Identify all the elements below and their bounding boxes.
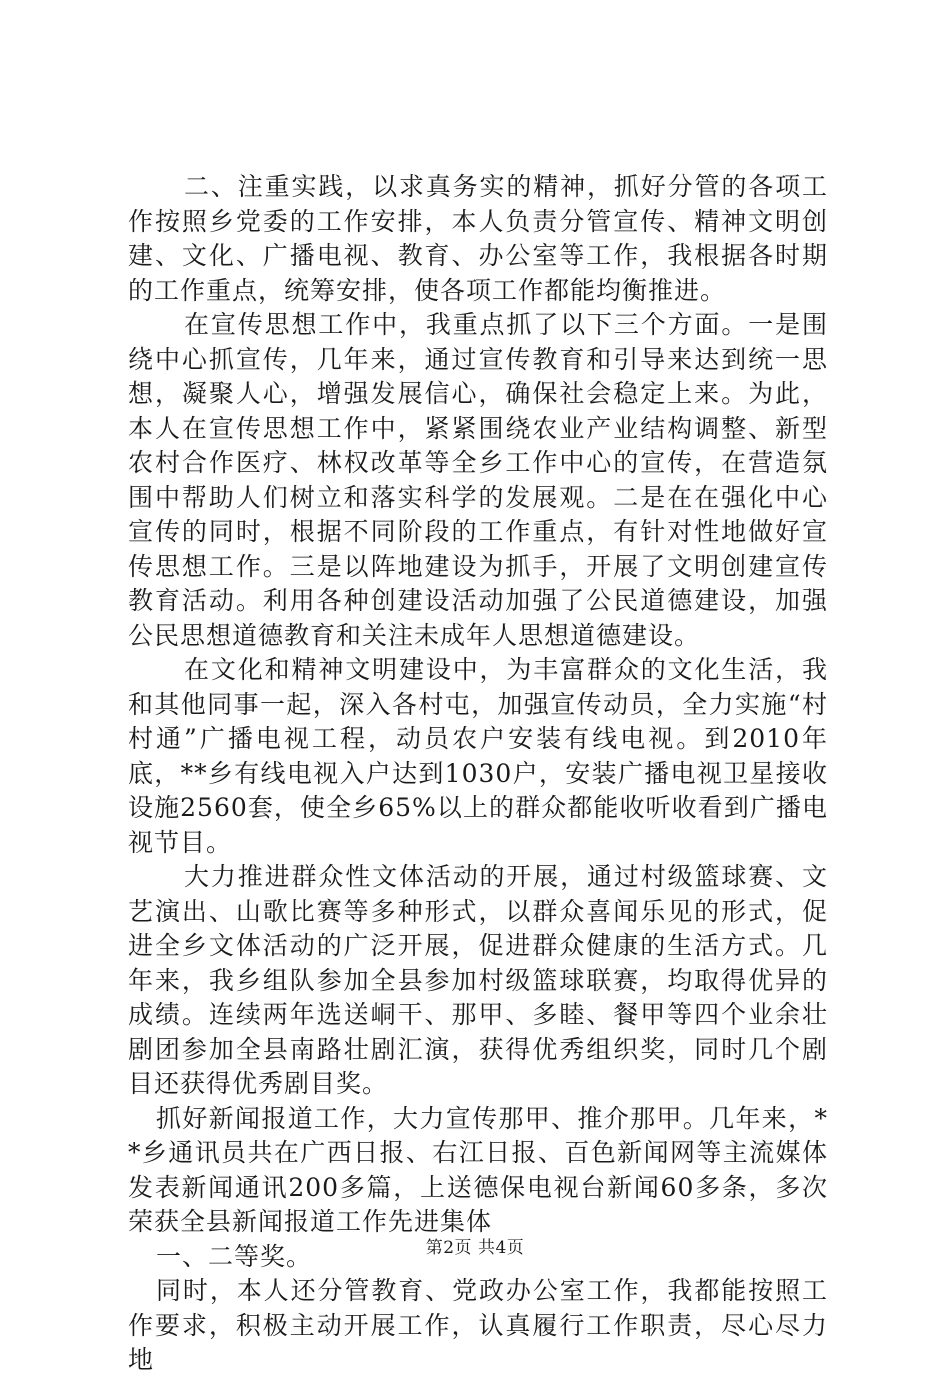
document-body	[128, 170, 828, 1378]
paragraph-award: 一、二等奖。	[156, 1241, 313, 1271]
paragraph-propaganda: 在宣传思想工作中，我重点抓了以下三个方面。一是围绕中心抓宣传，几年来，通过宣传教育和引导来达到统一思想，凝聚人心，增强发展信心，确保社会稳定上来。为此，本人在宣传思想工作中，紧紧围绕农业产业结构调整、新型农村合作医疗、林权改革等全乡工作中心的宣传，在营造氛围中帮助人们树立和落实科学的发展观。二是在在强化中心宣传的同时，根据不同阶段的工作重点，有针对性地做好宣传思想工作。三是以阵地建设为抓手，开展了文明创建宣传教育活动。利用各种创建设活动加强了公民道德建设，加强公民思想道德教育和关注未成年人思想道德建设。	[128, 310, 828, 650]
paragraph-sports: 大力推进群众性文体活动的开展，通过村级篮球赛、文艺演出、山歌比赛等多种形式，以群众喜闻乐见的形式，促进全乡文体活动的广泛开展，促进群众健康的生活方式。几年来，我乡组队参加全县参加村级篮球联赛，均取得优异的成绩。连续两年选送峒干、那甲、多睦、餐甲等四个业余壮剧团参加全县南路壮剧汇演，获得优秀组织奖，同时几个剧目还获得优秀剧目奖。	[128, 862, 828, 1098]
paragraph-culture: 在文化和精神文明建设中，为丰富群众的文化生活，我和其他同事一起，深入各村屯，加强宣传动员，全力实施“村村通”广播电视工程，动员农户安装有线电视。到2010年底，**乡有线电视入户达到1030户，安装广播电视卫星接收设施2560套，使全乡65%以上的群众都能收听收看到广播电视节目。	[128, 655, 828, 857]
paragraph-education: 同时，本人还分管教育、党政办公室工作，我都能按照工作要求，积极主动开展工作，认真履行工作职责，尽心尽力地	[128, 1276, 828, 1374]
paragraph-practice: 二、注重实践，以求真务实的精神，抓好分管的各项工作按照乡党委的工作安排，本人负责分管宣传、精神文明创建、文化、广播电视、教育、办公室等工作，我根据各时期的工作重点，统筹安排，使各项工作都能均衡推进。	[128, 172, 828, 305]
page-number: 第2页 共4页	[425, 1238, 525, 1258]
paragraph-news: 抓好新闻报道工作，大力宣传那甲、推介那甲。几年来，**乡通讯员共在广西日报、右江日报、百色新闻网等主流媒体发表新闻通讯200多篇，上送德保电视台新闻60多条，多次荣获全县新闻报道工作先进集体	[128, 1103, 828, 1236]
